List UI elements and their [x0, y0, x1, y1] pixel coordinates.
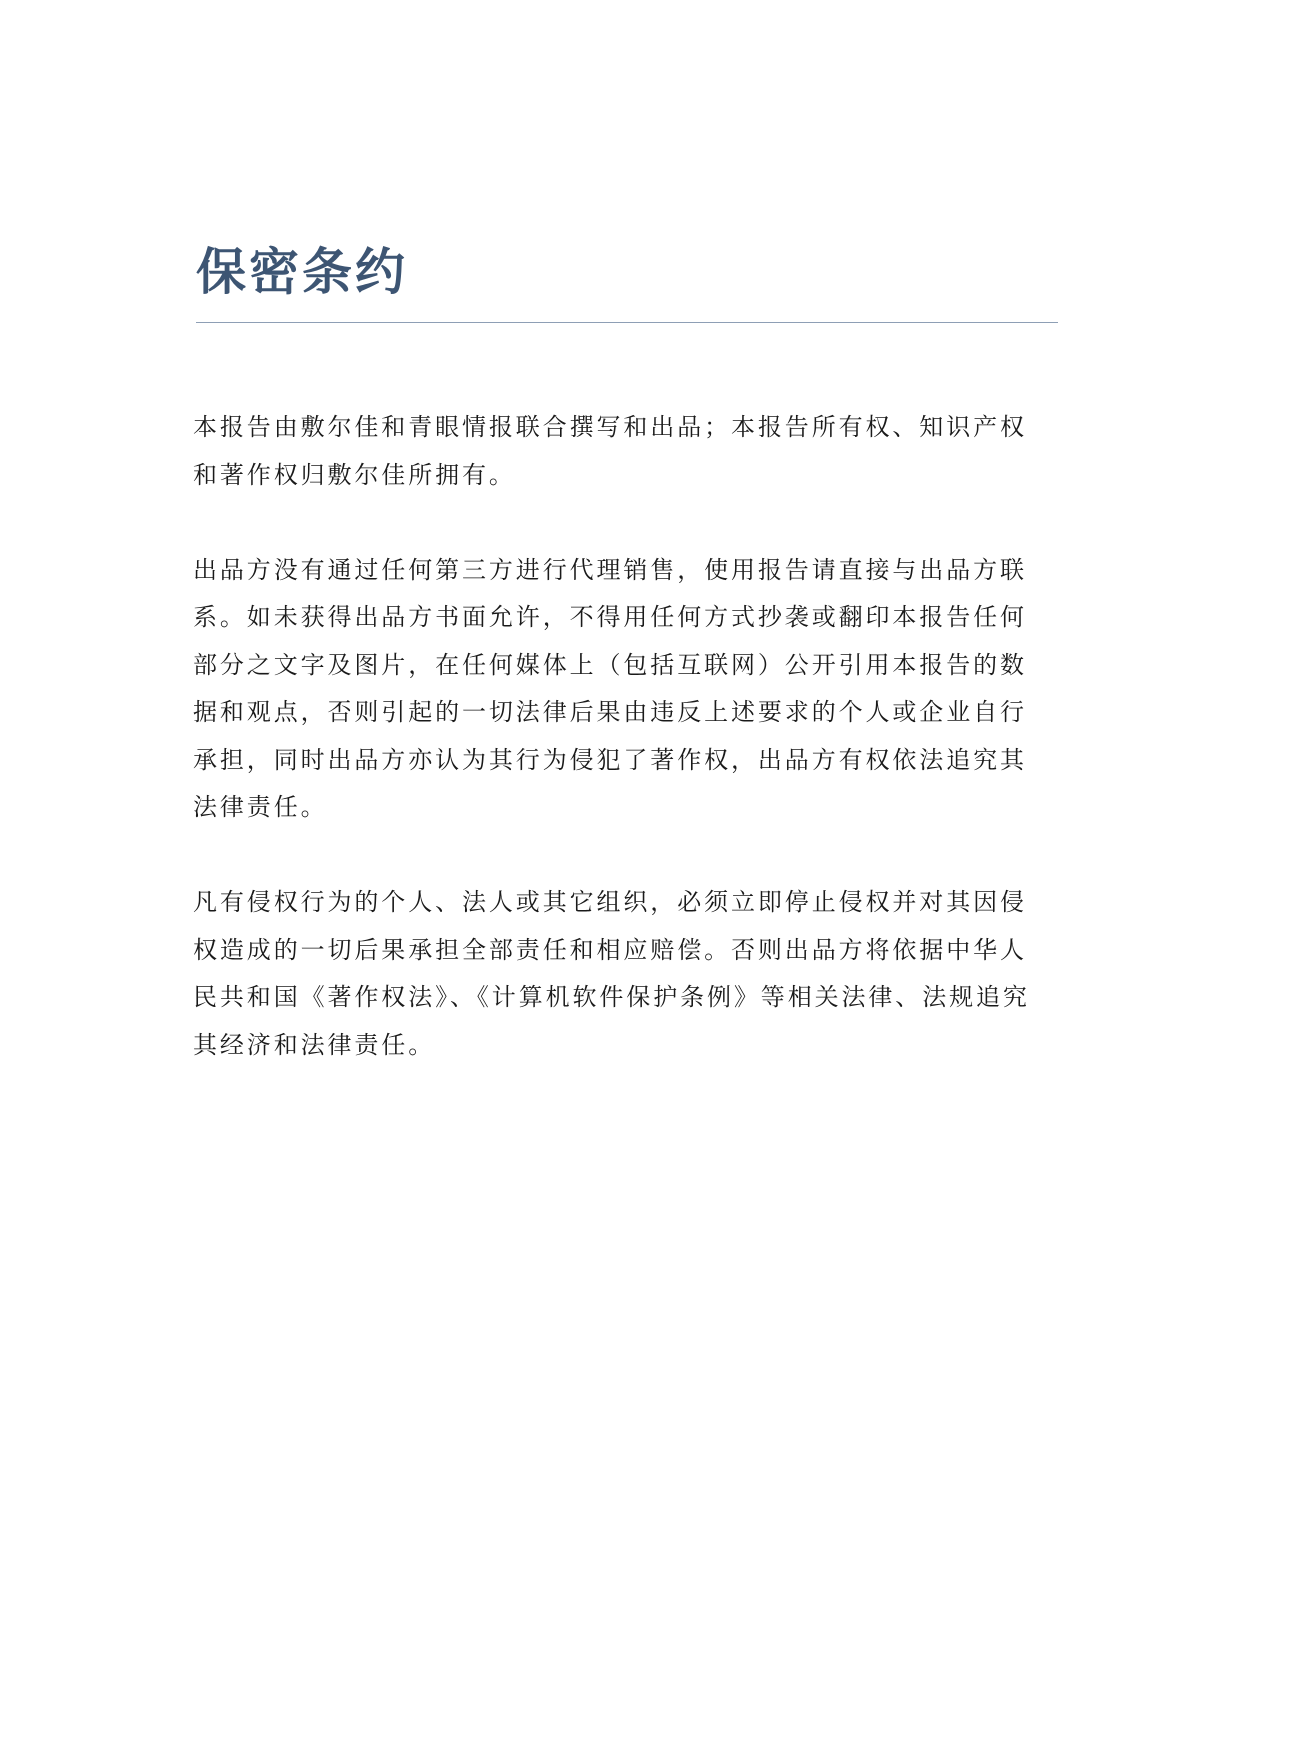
title-divider: [196, 322, 1058, 323]
page-title: 保密条约: [196, 242, 408, 301]
paragraph-distribution: 出品方没有通过任何第三方进行代理销售，使用报告请直接与出品方联系。如未获得出品方书面允许，不得用任何方式抄袭或翻印本报告任何部分之文字及图片，在任何媒体上（包括互联网）公开引用本报告的数据和观点，否则引起的一切法律后果由违反上述要求的个人或企业自行承担，同时出品方亦认为其行为侵犯了著作权，出品方有权依法追究其法律责任。: [193, 555, 1027, 821]
document-body: [193, 404, 1033, 1117]
paragraph-ownership: 本报告由敷尔佳和青眼情报联合撰写和出品；本报告所有权、知识产权和著作权归敷尔佳所拥有。: [193, 413, 1027, 489]
paragraph-infringement: 凡有侵权行为的个人、法人或其它组织，必须立即停止侵权并对其因侵权造成的一切后果承担全部责任和相应赔偿。否则出品方将依据中华人民共和国《著作权法》、《计算机软件保护条例》等相关法律、法规追究其经济和法律责任。: [193, 888, 1030, 1059]
